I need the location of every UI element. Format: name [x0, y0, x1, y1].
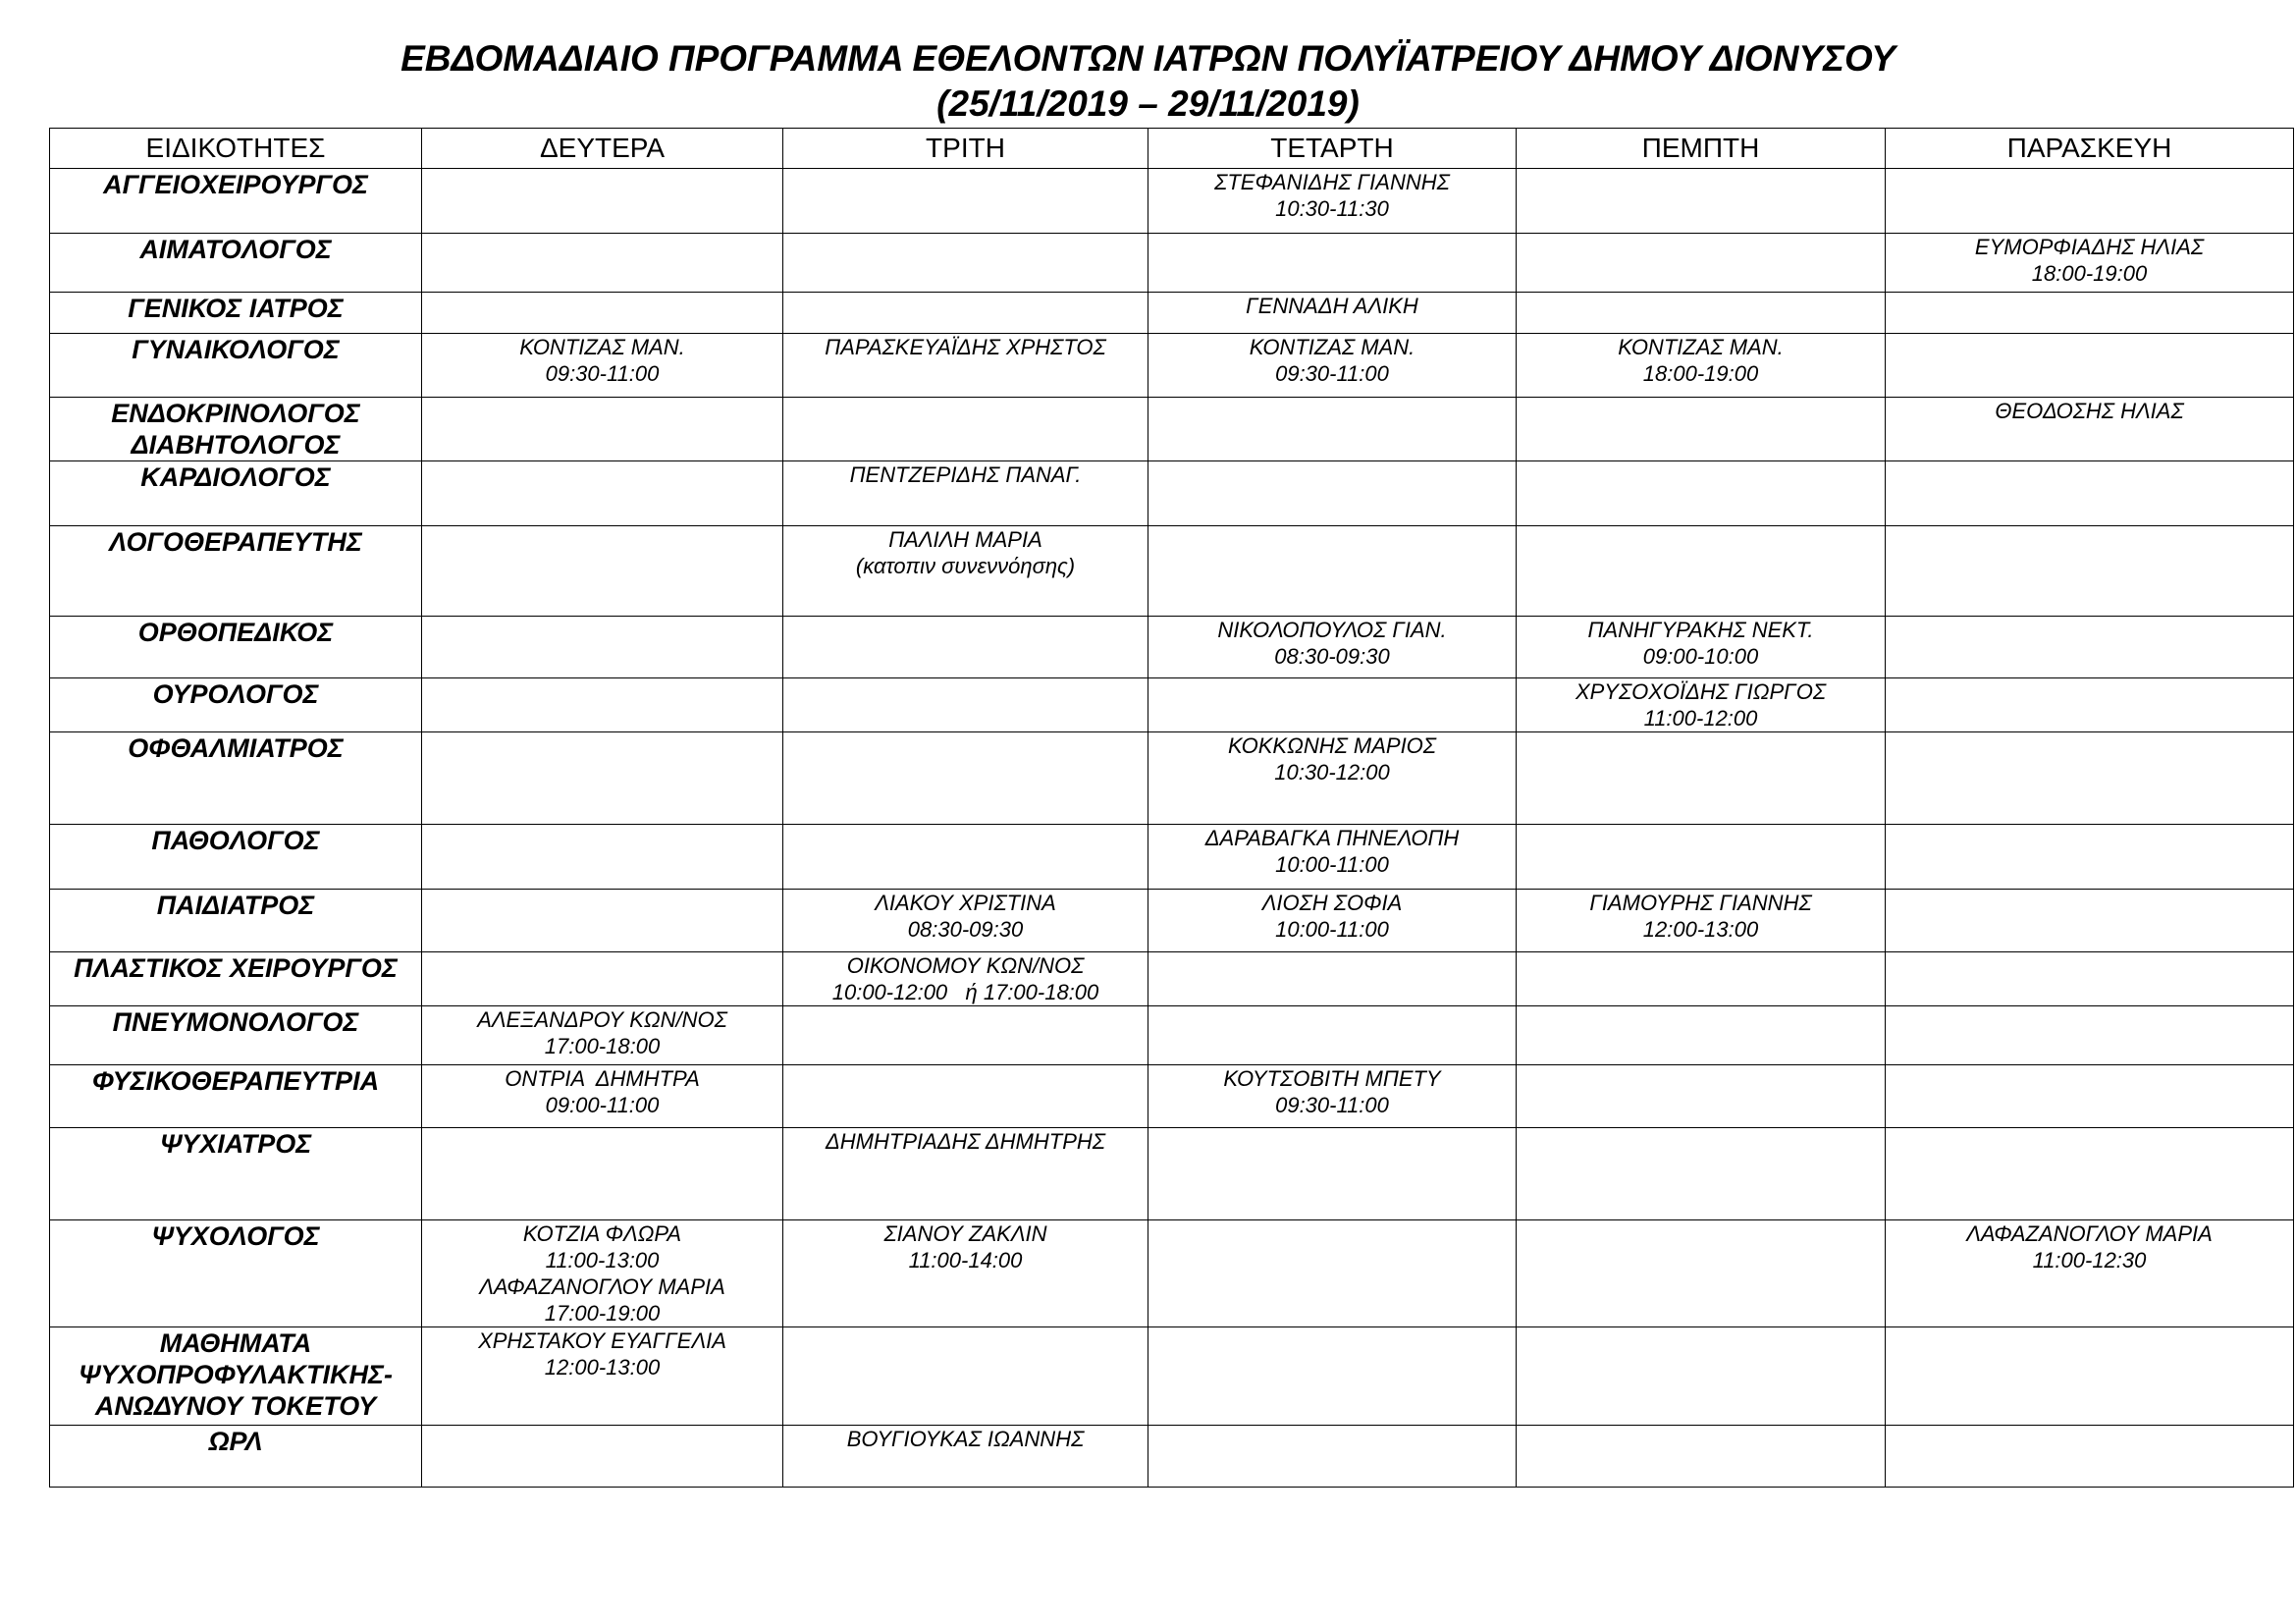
- cell-text: 10:30-11:30: [1275, 196, 1389, 221]
- header-wednesday: ΤΕΤΑΡΤΗ: [1148, 129, 1517, 169]
- schedule-cell-tuesday: [783, 952, 1148, 1006]
- schedule-cell-thursday: [1517, 952, 1886, 1006]
- schedule-cell-wednesday: [1148, 461, 1517, 526]
- specialty-cell: [50, 617, 422, 678]
- table-row: [50, 1006, 2294, 1065]
- cell-text: (κατοπιν συνεννόησης): [855, 554, 1076, 578]
- schedule-cell-wednesday: [1148, 526, 1517, 617]
- table-row: [50, 334, 2294, 398]
- cell-text: ΛΙΟΣΗ ΣΟΦΙΑ: [1261, 891, 1403, 915]
- schedule-cell-monday: [422, 732, 783, 825]
- cell-text: ΚΟΝΤΙΖΑΣ ΜΑΝ.: [1249, 335, 1415, 359]
- schedule-cell-friday: [1886, 334, 2294, 398]
- cell-text: ΓΕΝΝΑΔΗ ΑΛΙΚΗ: [1246, 294, 1418, 318]
- header-monday: ΔΕΥΤΕΡΑ: [422, 129, 783, 169]
- schedule-cell-wednesday: [1148, 234, 1517, 293]
- cell-text: ΚΟΚΚΩΝΗΣ ΜΑΡΙΟΣ: [1228, 733, 1436, 758]
- schedule-cell-monday: [422, 890, 783, 952]
- schedule-cell-friday: [1886, 526, 2294, 617]
- cell-text: ΧΡΥΣΟΧΟΪΔΗΣ ΓΙΩΡΓΟΣ: [1575, 679, 1827, 704]
- schedule-cell-friday: [1886, 825, 2294, 890]
- cell-text: ΠΑΝΗΓΥΡΑΚΗΣ ΝΕΚΤ.: [1587, 618, 1814, 642]
- schedule-cell-monday: [422, 1128, 783, 1220]
- schedule-cell-monday: [422, 617, 783, 678]
- cell-text: ΛΑΦΑΖΑΝΟΓΛΟΥ ΜΑΡΙΑ: [479, 1274, 725, 1299]
- schedule-cell-wednesday: [1148, 334, 1517, 398]
- schedule-cell-thursday: [1517, 234, 1886, 293]
- table-row: [50, 526, 2294, 617]
- schedule-cell-tuesday: [783, 334, 1148, 398]
- schedule-cell-thursday: [1517, 334, 1886, 398]
- schedule-cell-monday: [422, 169, 783, 234]
- schedule-cell-wednesday: [1148, 1065, 1517, 1128]
- schedule-cell-friday: [1886, 169, 2294, 234]
- schedule-cell-wednesday: [1148, 617, 1517, 678]
- specialty-label: ΛΟΓΟΘΕΡΑΠΕΥΤΗΣ: [109, 527, 362, 557]
- schedule-cell-tuesday: [783, 398, 1148, 461]
- table-row: [50, 293, 2294, 334]
- table-row: [50, 890, 2294, 952]
- specialty-label: ΟΦΘΑΛΜΙΑΤΡΟΣ: [128, 733, 344, 763]
- specialty-label: ΠΑΘΟΛΟΓΟΣ: [151, 826, 320, 855]
- header-tuesday: ΤΡΙΤΗ: [783, 129, 1148, 169]
- specialty-cell: [50, 732, 422, 825]
- specialty-label: ΔΙΑΒΗΤΟΛΟΓΟΣ: [131, 430, 341, 460]
- schedule-cell-friday: [1886, 1006, 2294, 1065]
- cell-text: ΝΙΚΟΛΟΠΟΥΛΟΣ ΓΙΑΝ.: [1217, 618, 1447, 642]
- schedule-cell-monday: [422, 1327, 783, 1426]
- schedule-cell-wednesday: [1148, 1327, 1517, 1426]
- cell-text: 10:00-12:00 ή 17:00-18:00: [831, 980, 1099, 1004]
- cell-text: 10:30-12:00: [1274, 760, 1390, 785]
- schedule-cell-tuesday: [783, 1006, 1148, 1065]
- table-row: [50, 461, 2294, 526]
- cell-text: ΟΝΤΡΙΑ ΔΗΜΗΤΡΑ: [505, 1066, 700, 1091]
- schedule-cell-wednesday: [1148, 293, 1517, 334]
- table-row: [50, 1128, 2294, 1220]
- cell-text: 17:00-18:00: [544, 1034, 661, 1058]
- schedule-cell-thursday: [1517, 890, 1886, 952]
- cell-text: ΕΥΜΟΡΦΙΑΔΗΣ ΗΛΙΑΣ: [1974, 235, 2205, 259]
- schedule-cell-thursday: [1517, 1426, 1886, 1488]
- header-specialties: ΕΙΔΙΚΟΤΗΤΕΣ: [50, 129, 422, 169]
- table-row: [50, 398, 2294, 461]
- cell-text: 12:00-13:00: [1642, 917, 1759, 942]
- table-row: [50, 825, 2294, 890]
- cell-text: 08:30-09:30: [1274, 644, 1390, 669]
- schedule-cell-friday: [1886, 1327, 2294, 1426]
- schedule-cell-thursday: [1517, 1065, 1886, 1128]
- specialty-cell: [50, 234, 422, 293]
- specialty-cell: [50, 169, 422, 234]
- schedule-cell-tuesday: [783, 617, 1148, 678]
- specialty-label: ΩΡΛ: [208, 1427, 263, 1456]
- specialty-label: ΑΓΓΕΙΟΧΕΙΡΟΥΡΓΟΣ: [103, 170, 368, 199]
- cell-text: 17:00-19:00: [544, 1301, 661, 1326]
- schedule-cell-tuesday: [783, 293, 1148, 334]
- schedule-cell-friday: [1886, 732, 2294, 825]
- schedule-cell-tuesday: [783, 461, 1148, 526]
- table-row: [50, 169, 2294, 234]
- cell-text: ΑΛΕΞΑΝΔΡΟΥ ΚΩΝ/ΝΟΣ: [477, 1007, 727, 1032]
- schedule-cell-friday: [1886, 617, 2294, 678]
- cell-text: ΠΕΝΤΖΕΡΙΔΗΣ ΠΑΝΑΓ.: [849, 462, 1082, 487]
- schedule-cell-monday: [422, 825, 783, 890]
- table-row: [50, 1327, 2294, 1426]
- table-row: [50, 234, 2294, 293]
- schedule-cell-wednesday: [1148, 952, 1517, 1006]
- specialty-label: ΚΑΡΔΙΟΛΟΓΟΣ: [140, 462, 331, 492]
- specialty-cell: [50, 952, 422, 1006]
- specialty-label: ΨΥΧΟΠΡΟΦΥΛΑΚΤΙΚΗΣ-: [79, 1360, 393, 1389]
- cell-text: 08:30-09:30: [907, 917, 1024, 942]
- schedule-cell-wednesday: [1148, 678, 1517, 732]
- specialty-label: ΟΥΡΟΛΟΓΟΣ: [152, 679, 319, 709]
- schedule-cell-friday: [1886, 461, 2294, 526]
- schedule-cell-friday: [1886, 293, 2294, 334]
- specialty-label: ΠΝΕΥΜΟΝΟΛΟΓΟΣ: [112, 1007, 359, 1037]
- schedule-cell-tuesday: [783, 825, 1148, 890]
- schedule-cell-thursday: [1517, 398, 1886, 461]
- schedule-cell-monday: [422, 1006, 783, 1065]
- cell-text: 18:00-19:00: [2031, 261, 2148, 286]
- cell-text: 09:30-11:00: [1275, 1093, 1389, 1117]
- schedule-cell-wednesday: [1148, 398, 1517, 461]
- schedule-cell-tuesday: [783, 1426, 1148, 1488]
- schedule-cell-thursday: [1517, 1128, 1886, 1220]
- specialty-cell: [50, 1065, 422, 1128]
- specialty-cell: [50, 825, 422, 890]
- cell-text: ΓΙΑΜΟΥΡΗΣ ΓΙΑΝΝΗΣ: [1589, 891, 1812, 915]
- schedule-cell-friday: [1886, 678, 2294, 732]
- schedule-cell-tuesday: [783, 1065, 1148, 1128]
- schedule-cell-wednesday: [1148, 890, 1517, 952]
- schedule-cell-thursday: [1517, 825, 1886, 890]
- specialty-cell: [50, 398, 422, 461]
- cell-text: 09:30-11:00: [1275, 361, 1389, 386]
- specialty-label: ΓΕΝΙΚΟΣ ΙΑΤΡΟΣ: [128, 294, 344, 323]
- schedule-cell-monday: [422, 398, 783, 461]
- cell-text: ΣΤΕΦΑΝΙΔΗΣ ΓΙΑΝΝΗΣ: [1214, 170, 1450, 194]
- cell-text: 11:00-13:00: [545, 1248, 660, 1272]
- cell-text: 09:00-11:00: [545, 1093, 660, 1117]
- cell-text: ΔΗΜΗΤΡΙΑΔΗΣ ΔΗΜΗΤΡΗΣ: [826, 1129, 1105, 1154]
- specialty-label: ΠΛΑΣΤΙΚΟΣ ΧΕΙΡΟΥΡΓΟΣ: [74, 953, 398, 983]
- header-friday: ΠΑΡΑΣΚΕΥΗ: [1886, 129, 2294, 169]
- schedule-cell-friday: [1886, 1220, 2294, 1327]
- specialty-cell: [50, 678, 422, 732]
- specialty-cell: [50, 334, 422, 398]
- specialty-cell: [50, 526, 422, 617]
- schedule-cell-monday: [422, 1065, 783, 1128]
- cell-text: ΚΟΤΖΙΑ ΦΛΩΡΑ: [522, 1221, 682, 1246]
- schedule-cell-monday: [422, 526, 783, 617]
- specialty-cell: [50, 1220, 422, 1327]
- schedule-cell-wednesday: [1148, 1426, 1517, 1488]
- specialty-label: ΦΥΣΙΚΟΘΕΡΑΠΕΥΤΡΙΑ: [91, 1066, 380, 1096]
- schedule-cell-tuesday: [783, 732, 1148, 825]
- header-thursday: ΠΕΜΠΤΗ: [1517, 129, 1886, 169]
- schedule-cell-monday: [422, 678, 783, 732]
- cell-text: ΘΕΟΔΟΣΗΣ ΗΛΙΑΣ: [1995, 399, 2184, 423]
- page-title: ΕΒΔΟΜΑΔΙΑΙΟ ΠΡΟΓΡΑΜΜΑ ΕΘΕΛΟΝΤΩΝ ΙΑΤΡΩΝ ΠΟΛΥΪΑΤΡΕΙΟΥ ΔΗΜΟΥ ΔΙΟΝΥΣΟΥ: [400, 38, 1896, 79]
- cell-text: 10:00-11:00: [1275, 917, 1389, 942]
- schedule-cell-tuesday: [783, 526, 1148, 617]
- cell-text: ΚΟΝΤΙΖΑΣ ΜΑΝ.: [519, 335, 685, 359]
- schedule-cell-monday: [422, 1220, 783, 1327]
- schedule-cell-tuesday: [783, 234, 1148, 293]
- cell-text: ΔΑΡΑΒΑΓΚΑ ΠΗΝΕΛΟΠΗ: [1204, 826, 1460, 850]
- header-row: [50, 129, 2294, 169]
- schedule-cell-monday: [422, 1426, 783, 1488]
- schedule-cell-tuesday: [783, 1128, 1148, 1220]
- specialty-cell: [50, 1006, 422, 1065]
- specialty-cell: [50, 890, 422, 952]
- schedule-cell-friday: [1886, 398, 2294, 461]
- specialty-cell: [50, 1426, 422, 1488]
- cell-text: 11:00-12:30: [2032, 1248, 2147, 1272]
- cell-text: 18:00-19:00: [1642, 361, 1759, 386]
- cell-text: ΚΟΥΤΣΟΒΙΤΗ ΜΠΕΤΥ: [1223, 1066, 1441, 1091]
- schedule-cell-thursday: [1517, 1220, 1886, 1327]
- specialty-cell: [50, 1128, 422, 1220]
- table-row: [50, 952, 2294, 1006]
- specialty-label: ΓΥΝΑΙΚΟΛΟΓΟΣ: [132, 335, 340, 364]
- schedule-cell-thursday: [1517, 732, 1886, 825]
- cell-text: ΚΟΝΤΙΖΑΣ ΜΑΝ.: [1618, 335, 1784, 359]
- specialty-label: ΨΥΧΙΑΤΡΟΣ: [159, 1129, 312, 1159]
- cell-text: ΛΙΑΚΟΥ ΧΡΙΣΤΙΝΑ: [875, 891, 1056, 915]
- specialty-label: ΜΑΘΗΜΑΤΑ: [159, 1328, 312, 1358]
- specialty-label: ΠΑΙΔΙΑΤΡΟΣ: [156, 891, 315, 920]
- cell-text: ΧΡΗΣΤΑΚΟΥ ΕΥΑΓΓΕΛΙΑ: [478, 1328, 726, 1353]
- schedule-cell-monday: [422, 293, 783, 334]
- schedule-cell-wednesday: [1148, 1128, 1517, 1220]
- cell-text: 11:00-12:00: [1643, 706, 1758, 731]
- cell-text: ΠΑΛΙΛΗ ΜΑΡΙΑ: [888, 527, 1042, 552]
- cell-text: ΣΙΑΝΟΥ ΖΑΚΛΙΝ: [883, 1221, 1047, 1246]
- schedule-cell-wednesday: [1148, 169, 1517, 234]
- cell-text: 12:00-13:00: [544, 1355, 661, 1380]
- schedule-cell-thursday: [1517, 1327, 1886, 1426]
- specialty-label: ΕΝΔΟΚΡΙΝΟΛΟΓΟΣ: [111, 399, 360, 428]
- cell-text: ΟΙΚΟΝΟΜΟΥ ΚΩΝ/ΝΟΣ: [846, 953, 1085, 978]
- specialty-label: ΑΙΜΑΤΟΛΟΓΟΣ: [139, 235, 332, 264]
- cell-text: 09:30-11:00: [545, 361, 660, 386]
- specialty-cell: [50, 461, 422, 526]
- schedule-table: [49, 128, 2294, 1488]
- schedule-cell-monday: [422, 234, 783, 293]
- schedule-cell-thursday: [1517, 617, 1886, 678]
- schedule-cell-friday: [1886, 234, 2294, 293]
- specialty-cell: [50, 1327, 422, 1426]
- schedule-cell-tuesday: [783, 890, 1148, 952]
- table-row: [50, 1220, 2294, 1327]
- cell-text: 11:00-14:00: [908, 1248, 1023, 1272]
- table-row: [50, 732, 2294, 825]
- schedule-cell-monday: [422, 334, 783, 398]
- schedule-cell-friday: [1886, 952, 2294, 1006]
- table-row: [50, 1426, 2294, 1488]
- schedule-cell-tuesday: [783, 169, 1148, 234]
- table-row: [50, 617, 2294, 678]
- schedule-cell-wednesday: [1148, 1220, 1517, 1327]
- page-subtitle: (25/11/2019 – 29/11/2019): [936, 83, 1360, 124]
- schedule-cell-wednesday: [1148, 1006, 1517, 1065]
- schedule-cell-tuesday: [783, 1220, 1148, 1327]
- cell-text: ΠΑΡΑΣΚΕΥΑΪΔΗΣ ΧΡΗΣΤΟΣ: [825, 335, 1106, 359]
- specialty-cell: [50, 293, 422, 334]
- table-row: [50, 1065, 2294, 1128]
- table-row: [50, 678, 2294, 732]
- schedule-cell-friday: [1886, 1128, 2294, 1220]
- schedule-cell-monday: [422, 952, 783, 1006]
- schedule-cell-thursday: [1517, 169, 1886, 234]
- schedule-cell-friday: [1886, 890, 2294, 952]
- schedule-cell-wednesday: [1148, 732, 1517, 825]
- schedule-cell-tuesday: [783, 678, 1148, 732]
- schedule-cell-thursday: [1517, 526, 1886, 617]
- cell-text: 09:00-10:00: [1642, 644, 1759, 669]
- specialty-label: ΟΡΘΟΠΕΔΙΚΟΣ: [137, 618, 334, 647]
- schedule-cell-wednesday: [1148, 825, 1517, 890]
- cell-text: ΒΟΥΓΙΟΥΚΑΣ ΙΩΑΝΝΗΣ: [846, 1427, 1085, 1451]
- schedule-cell-tuesday: [783, 1327, 1148, 1426]
- cell-text: ΛΑΦΑΖΑΝΟΓΛΟΥ ΜΑΡΙΑ: [1966, 1221, 2213, 1246]
- schedule-cell-thursday: [1517, 293, 1886, 334]
- schedule-cell-thursday: [1517, 678, 1886, 732]
- schedule-cell-friday: [1886, 1065, 2294, 1128]
- schedule-cell-thursday: [1517, 1006, 1886, 1065]
- schedule-cell-friday: [1886, 1426, 2294, 1488]
- specialty-label: ΑΝΩΔΥΝΟΥ ΤΟΚΕΤΟΥ: [94, 1391, 377, 1421]
- schedule-cell-monday: [422, 461, 783, 526]
- cell-text: 10:00-11:00: [1275, 852, 1389, 877]
- specialty-label: ΨΥΧΟΛΟΓΟΣ: [151, 1221, 320, 1251]
- schedule-cell-thursday: [1517, 461, 1886, 526]
